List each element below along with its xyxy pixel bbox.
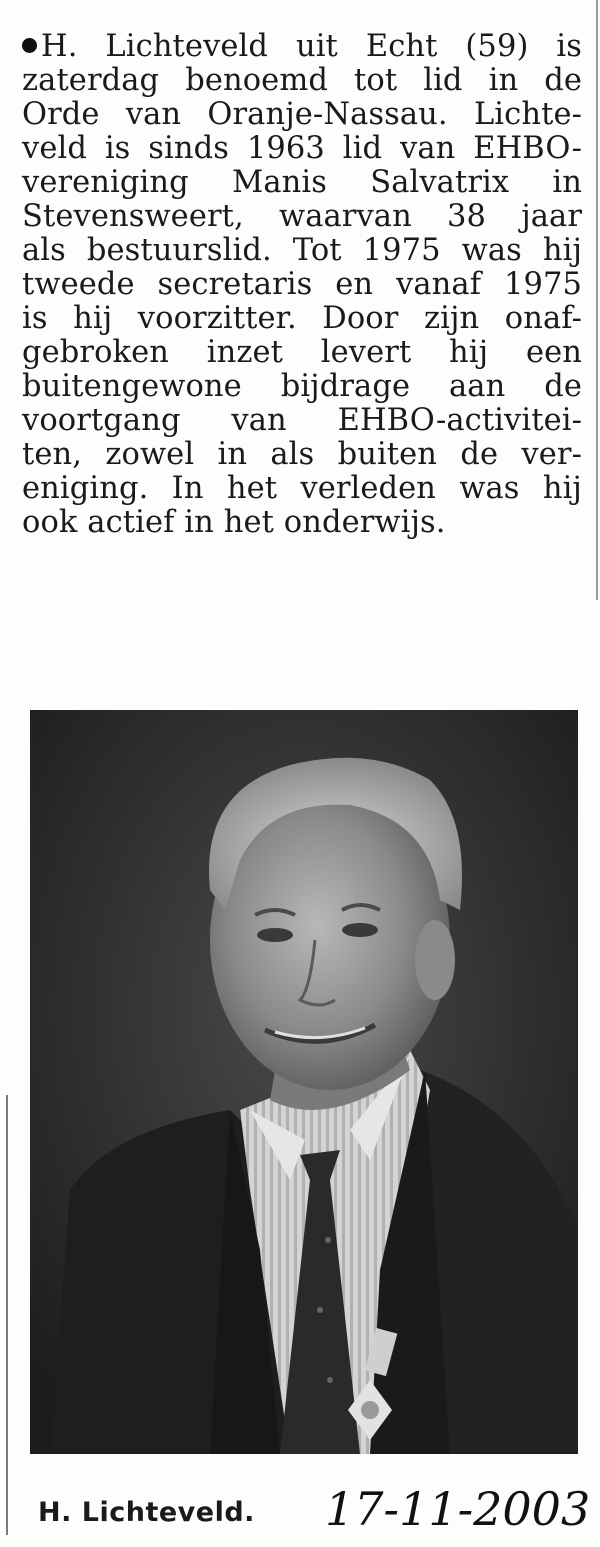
handwritten-date (320, 1470, 590, 1545)
article-line: veld is sinds 1963 lid van EHBO- (22, 131, 582, 166)
handwritten-date-text: 17-11-2003 (325, 1482, 590, 1536)
article-line: vereniging Manis Salvatrix in (22, 165, 582, 200)
article-line: buitengewone bijdrage aan de (22, 369, 582, 404)
article-line: zaterdag benoemd tot lid in de (22, 63, 582, 98)
article-line: gebroken inzet levert hij een (22, 335, 582, 370)
article-line: ten, zowel in als buiten de ver- (22, 437, 582, 472)
article-line: tweede secretaris en vanaf 1975 (22, 267, 582, 302)
article-line: H. Lichteveld uit Echt (59) is (22, 30, 582, 64)
article-line: ook actief in het onderwijs. (22, 505, 446, 540)
article-line: is hij voorzitter. Door zijn onaf- (22, 301, 582, 336)
article-line: als bestuurslid. Tot 1975 was hij (22, 233, 582, 268)
article-text (22, 30, 582, 540)
article-line: Stevensweert, waarvan 38 jaar (22, 199, 582, 234)
photo-caption: H. Lichteveld. (38, 1497, 255, 1528)
portrait-photo (30, 710, 578, 1454)
bullet-icon (22, 38, 37, 53)
article-line: eniging. In het verleden was hij (22, 471, 582, 506)
column-divider-left (6, 1095, 8, 1535)
article-line: voortgang van EHBO-activitei- (22, 403, 582, 438)
article-line: Orde van Oranje-Nassau. Lichte- (22, 97, 582, 132)
column-divider (596, 0, 598, 600)
portrait-image (30, 710, 578, 1454)
